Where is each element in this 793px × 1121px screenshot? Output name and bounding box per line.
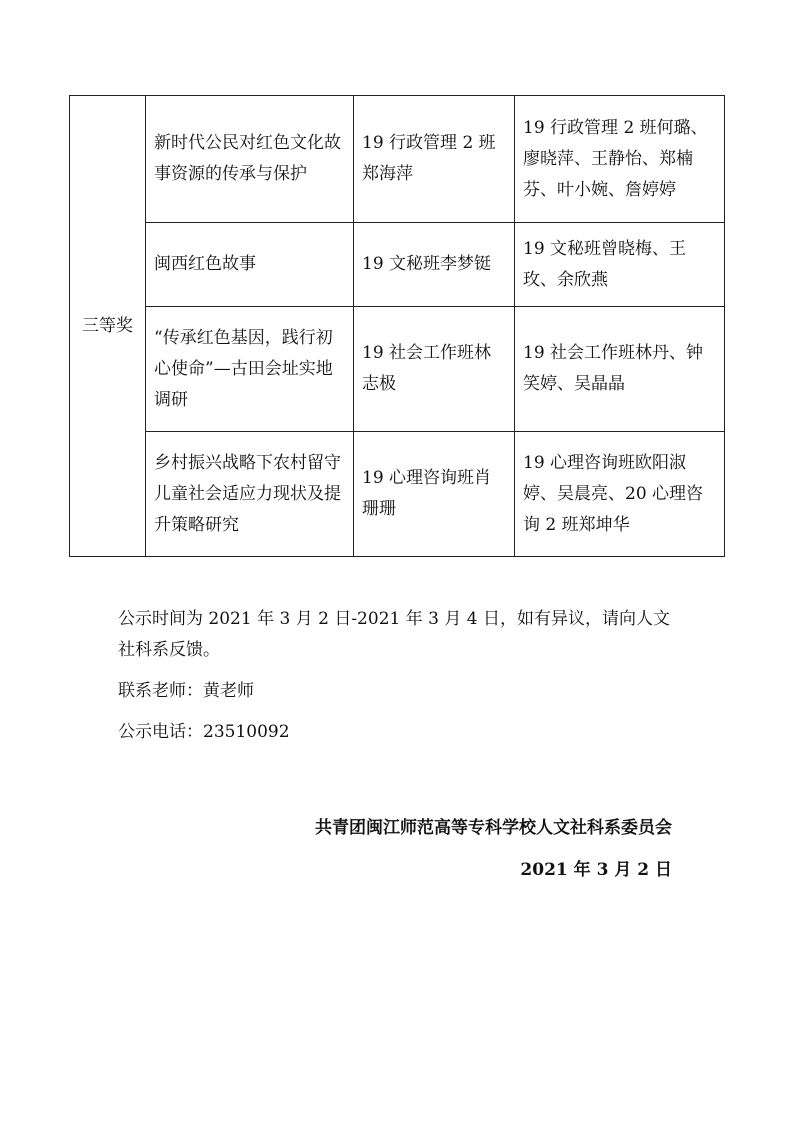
award-level-cell: 三等奖	[70, 96, 146, 557]
project-leader-cell: 19 行政管理 2 班郑海萍	[354, 96, 515, 223]
issuing-organization: 共青团闽江师范高等专科学校人文社科系委员会	[315, 818, 672, 838]
project-members-cell: 19 行政管理 2 班何璐、廖晓萍、王静怡、郑楠芬、叶小婉、詹婷婷	[515, 96, 725, 223]
table-row	[70, 223, 725, 307]
project-leader-cell: 19 心理咨询班肖珊珊	[354, 432, 515, 557]
project-leader-cell: 19 文秘班李梦铤	[354, 223, 515, 307]
table-row	[70, 307, 725, 432]
table-row	[70, 432, 725, 557]
project-members-cell: 19 文秘班曾晓梅、王玫、余欣燕	[515, 223, 725, 307]
issue-date: 2021 年 3 月 2 日	[520, 860, 672, 880]
signoff-block	[315, 814, 672, 898]
publicity-notice	[118, 604, 678, 758]
contact-phone-text: 公示电话：23510092	[118, 722, 290, 742]
project-members-cell: 19 心理咨询班欧阳淑婷、吴晨亮、20 心理咨询 2 班郑坤华	[515, 432, 725, 557]
project-title-cell: 新时代公民对红色文化故事资源的传承与保护	[146, 96, 354, 223]
project-title-cell: “传承红色基因，践行初心使命”—古田会址实地调研	[146, 307, 354, 432]
publicity-period-text: 公示时间为 2021 年 3 月 2 日-2021 年 3 月 4 日，如有异议，请向人文社科系反馈。	[118, 609, 670, 660]
project-leader-cell: 19 社会工作班林志极	[354, 307, 515, 432]
awards-table	[69, 95, 725, 557]
project-members-cell: 19 社会工作班林丹、钟笑婷、吴晶晶	[515, 307, 725, 432]
project-title-cell: 闽西红色故事	[146, 223, 354, 307]
project-title-cell: 乡村振兴战略下农村留守儿童社会适应力现状及提升策略研究	[146, 432, 354, 557]
contact-teacher-text: 联系老师：黄老师	[118, 681, 254, 701]
table-row	[70, 96, 725, 223]
